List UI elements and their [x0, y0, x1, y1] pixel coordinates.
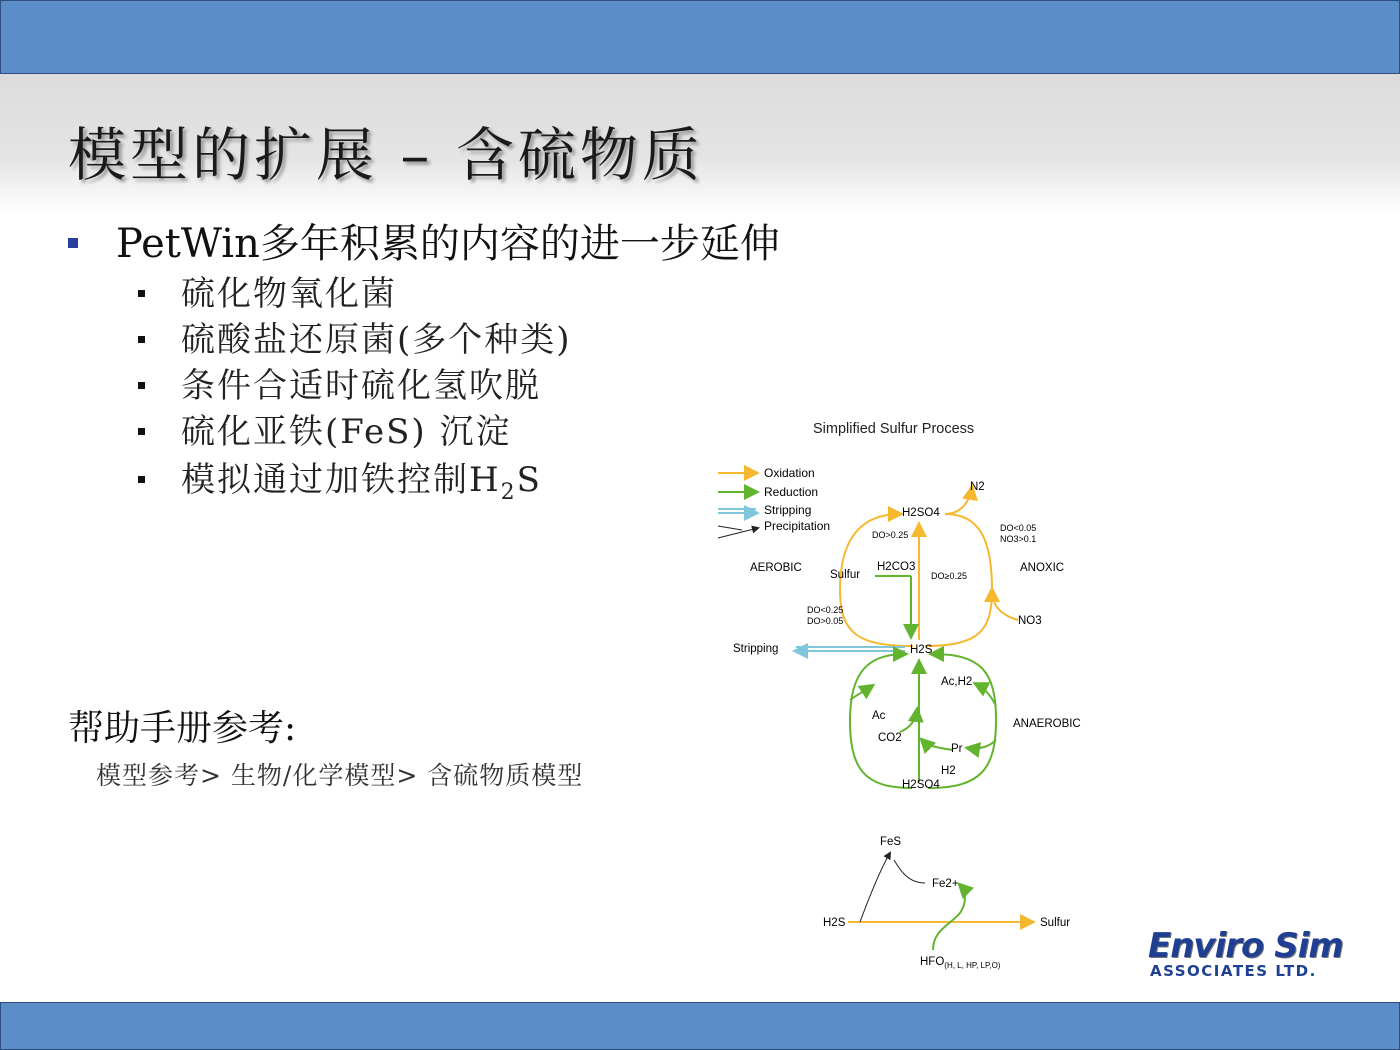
legend-stripping: Stripping: [764, 503, 812, 517]
hfo-label: $HFO_{(H, L, HP, LP,O)}$: [920, 956, 1001, 970]
n2-arrow: [945, 488, 972, 514]
stripping-label: Stripping: [733, 643, 779, 655]
do-gt-005-label: DO>0.05: [807, 616, 844, 626]
do-lt-005-label: DO<0.05: [1000, 523, 1037, 533]
bullet-square-icon: [138, 382, 145, 389]
slide-title: 模型的扩展 – 含硫物质: [68, 121, 704, 189]
sulfur-label: Sulfur: [830, 569, 861, 581]
anoxic-label: ANOXIC: [1020, 562, 1065, 574]
no3-gt-01-label: NO3>0.1: [1000, 534, 1037, 544]
main-bullet: [68, 212, 780, 269]
sub-bullet-text: 模拟通过加铁控制$H_2S$: [181, 460, 542, 505]
fe2-reduction-arrow: [933, 885, 965, 950]
ac-label: Ac: [872, 710, 886, 722]
bullet-square-icon: [138, 290, 145, 297]
sub-bullet-text: 硫化亚铁(FeS) 沉淀: [181, 412, 512, 452]
legend-oxidation: Oxidation: [764, 466, 815, 480]
no3-arrow: [992, 590, 1018, 620]
bullet-square-icon: [138, 476, 145, 483]
bottom-banner: [0, 1002, 1400, 1050]
do-lt-025-label: DO<0.25: [807, 605, 844, 615]
bullet-square-icon: [138, 336, 145, 343]
no3-label: NO3: [1018, 615, 1042, 627]
top-banner: [0, 0, 1400, 74]
sub-bullet: [138, 312, 572, 361]
anaerobic-label: ANAEROBIC: [1013, 718, 1081, 730]
envirosim-logo: [1148, 926, 1380, 982]
n2-label: N2: [970, 481, 985, 493]
legend-precipitation: Precipitation: [764, 519, 831, 533]
reference-title: 帮助手册参考:: [68, 708, 297, 749]
sub-bullet-text: 硫酸盐还原菌(多个种类): [181, 320, 572, 360]
aerobic-label: AEROBIC: [750, 562, 802, 574]
h2co3-label: H2CO3: [877, 561, 916, 573]
fes-precipitation-arrow: [860, 853, 890, 922]
sub-bullet: [138, 452, 542, 505]
sulfur-label: Sulfur: [1040, 917, 1071, 929]
sub-bullet-text: 条件合适时硫化氢吹脱: [181, 366, 541, 406]
diagram-title: Simplified Sulfur Process: [813, 421, 975, 437]
do-ge-025-label: DO≥0.25: [931, 571, 967, 581]
sub-bullet: [138, 266, 397, 315]
bullet-square-icon: [138, 428, 145, 435]
h2s-label: H2S: [910, 644, 933, 656]
bullet-square-icon: [68, 238, 78, 248]
h2-label: H2: [941, 765, 956, 777]
sub-bullet: [138, 358, 541, 407]
legend-reduction: Reduction: [764, 485, 819, 499]
pr-label: Pr: [951, 743, 963, 755]
h2s-label: H2S: [823, 917, 846, 929]
fes-precipitation-diagram: [790, 825, 1090, 980]
co2-label: CO2: [878, 732, 902, 744]
sulfur-process-diagram: [700, 410, 1120, 805]
fe2-label: Fe2+: [932, 878, 959, 890]
logo-text: Enviro Sim: [1148, 926, 1343, 966]
fes-label: FeS: [880, 836, 902, 848]
sub-bullet-text: 硫化物氧化菌: [181, 274, 397, 314]
h2so4-top-label: H2SO4: [902, 507, 940, 519]
reference-path: 模型参考> 生物/化学模型> 含硫物质模型: [96, 761, 584, 790]
do-gt-025-label: DO>0.25: [872, 530, 909, 540]
ac-h2-label: Ac,H2: [941, 676, 973, 688]
main-bullet-text: PetWin多年积累的内容的进一步延伸: [116, 221, 780, 267]
h2so4-bottom-label: H2SO4: [902, 779, 940, 791]
sub-bullet: [138, 404, 511, 453]
reduction-path: [928, 654, 996, 788]
logo-subtext: ASSOCIATES LTD.: [1150, 962, 1317, 980]
